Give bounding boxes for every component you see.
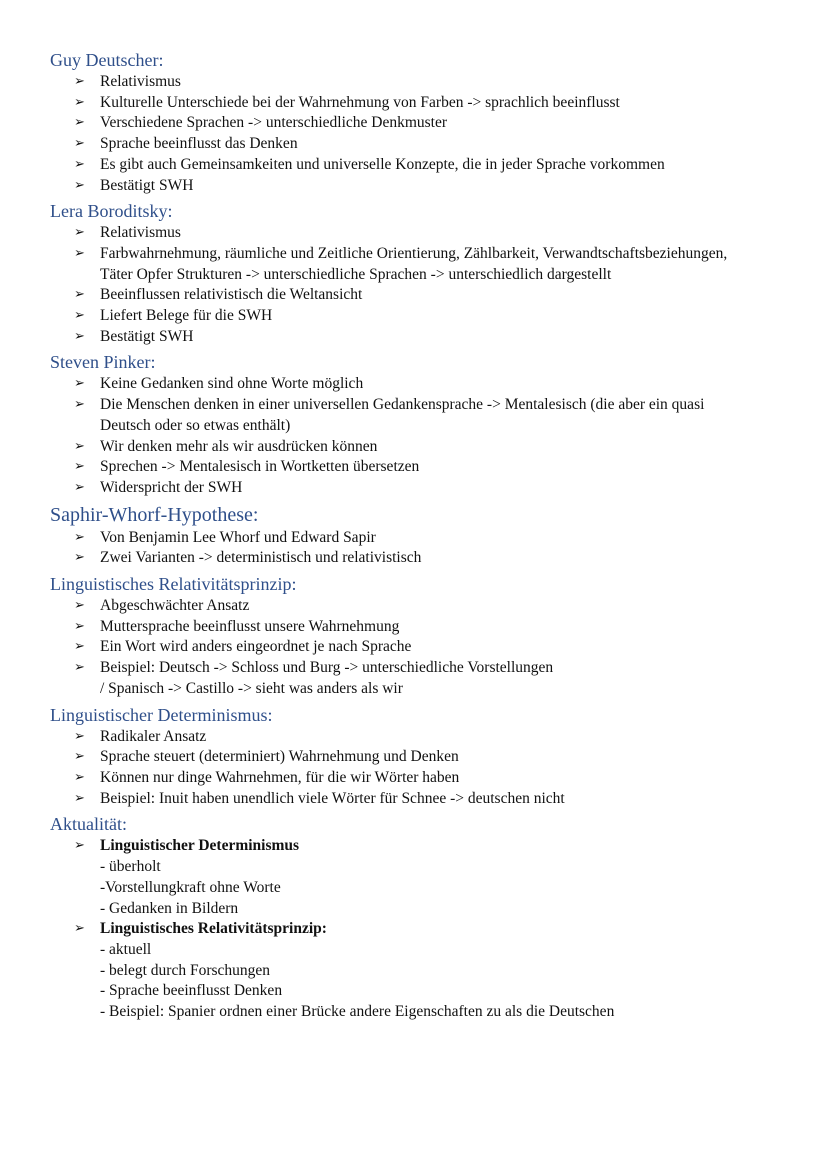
list-item: ➢ Relativismus: [50, 223, 790, 244]
list-item: ➢ Abgeschwächter Ansatz: [50, 596, 790, 617]
list-item: ➢ Es gibt auch Gemeinsamkeiten und universelle Konzepte, die in jeder Sprache vorkommen: [50, 155, 790, 176]
section-aktualitaet: [50, 814, 790, 1022]
arrowhead-bullet-icon: ➢: [74, 618, 85, 634]
section-linguistischer-determinismus: [50, 705, 790, 810]
list-item: ➢ Zwei Varianten -> deterministisch und relativistisch: [50, 548, 790, 569]
arrowhead-bullet-icon: ➢: [74, 245, 85, 261]
arrowhead-bullet-icon: ➢: [74, 438, 85, 454]
section-saphir-whorf-hypothese: [50, 504, 790, 569]
list-item: ➢ Können nur dinge Wahrnehmen, für die wir Wörter haben: [50, 768, 790, 789]
list-item: ➢ Relativismus: [50, 72, 790, 93]
arrowhead-bullet-icon: ➢: [74, 921, 85, 937]
arrowhead-bullet-icon: ➢: [74, 838, 85, 854]
list-item: ➢ Die Menschen denken in einer universellen Gedankensprache -> Mentalesisch (die aber ein quasi Deutsch oder so etwas enthält): [74, 396, 705, 434]
arrowhead-bullet-icon: ➢: [74, 728, 85, 744]
section-lera-boroditsky: [50, 201, 790, 347]
arrowhead-bullet-icon: ➢: [74, 225, 85, 241]
list-item: ➢ Widerspricht der SWH: [50, 478, 790, 499]
arrowhead-bullet-icon: ➢: [74, 550, 85, 566]
arrowhead-bullet-icon: ➢: [74, 479, 85, 495]
section-heading: Lera Boroditsky:: [50, 201, 173, 222]
section-heading: Linguistischer Determinismus:: [50, 704, 273, 725]
arrowhead-bullet-icon: ➢: [74, 749, 85, 765]
section-heading: Aktualität:: [50, 814, 127, 835]
arrowhead-bullet-icon: ➢: [74, 287, 85, 303]
list-item: ➢ Keine Gedanken sind ohne Worte möglich: [50, 374, 790, 395]
document-page: [50, 50, 790, 1028]
list-item: ➢ Liefert Belege für die SWH: [50, 306, 790, 327]
list-item: ➢ Von Benjamin Lee Whorf und Edward Sapir: [50, 528, 790, 549]
arrowhead-bullet-icon: ➢: [74, 376, 85, 392]
arrowhead-bullet-icon: ➢: [74, 598, 85, 614]
arrowhead-bullet-icon: ➢: [74, 136, 85, 152]
list-item: ➢ Sprache beeinflusst das Denken: [50, 134, 790, 155]
list-item: ➢ Kulturelle Unterschiede bei der Wahrnehmung von Farben -> sprachlich beeinflusst: [50, 93, 790, 114]
item-heading: Linguistischer Determinismus: [100, 837, 300, 855]
arrowhead-bullet-icon: ➢: [74, 308, 85, 324]
list-item: ➢ Linguistischer Determinismus - überholt -Vorstellungkraft ohne Worte - Gedanken in Bildern: [50, 836, 790, 919]
arrowhead-bullet-icon: ➢: [74, 115, 85, 131]
section-heading: Guy Deutscher:: [50, 50, 164, 70]
list-item: ➢ Bestätigt SWH: [50, 327, 790, 348]
arrowhead-bullet-icon: ➢: [74, 529, 85, 545]
arrowhead-bullet-icon: ➢: [74, 639, 85, 655]
item-heading: Linguistisches Relativitätsprinzip:: [100, 920, 327, 938]
list-item: ➢ Verschiedene Sprachen -> unterschiedliche Denkmuster: [50, 113, 790, 134]
arrowhead-bullet-icon: ➢: [74, 769, 85, 785]
list-item: ➢ Ein Wort wird anders eingeordnet je nach Sprache: [50, 637, 790, 658]
arrowhead-bullet-icon: ➢: [74, 790, 85, 806]
arrowhead-bullet-icon: ➢: [74, 660, 85, 676]
arrowhead-bullet-icon: ➢: [74, 156, 85, 172]
section-heading: Linguistisches Relativitätsprinzip:: [50, 574, 297, 595]
list-item: ➢ Beispiel: Inuit haben unendlich viele Wörter für Schnee -> deutschen nicht: [50, 789, 790, 810]
arrowhead-bullet-icon: ➢: [74, 459, 85, 475]
section-steven-pinker: [50, 352, 790, 498]
section-linguistisches-relativitaetsprinzip: [50, 574, 790, 700]
list-item: ➢ Beispiel: Deutsch -> Schloss und Burg -> unterschiedliche Vorstellungen / Spanisch -> Castillo -> sieht was anders als wir: [74, 659, 554, 697]
list-item: ➢ Bestätigt SWH: [50, 176, 790, 197]
list-item: ➢ Farbwahrnehmung, räumliche und Zeitliche Orientierung, Zählbarkeit, Verwandtschaftsbeziehungen, Täter Opfer Strukturen -> unterschiedliche Sprachen -> unterschiedlich dargestellt: [74, 244, 728, 283]
list-item: ➢ Muttersprache beeinflusst unsere Wahrnehmung: [50, 617, 790, 638]
arrowhead-bullet-icon: ➢: [74, 397, 85, 413]
section-heading: Steven Pinker:: [50, 352, 156, 373]
arrowhead-bullet-icon: ➢: [74, 74, 85, 89]
list-item: ➢ Linguistisches Relativitätsprinzip: - aktuell - belegt durch Forschungen - Sprache beeinflusst Denken - Beispiel: Spanier ordnen einer Brücke andere Eigenschaften zu als die Deutschen: [50, 919, 790, 1023]
section-heading: Saphir-Whorf-Hypothese:: [50, 503, 259, 526]
section-guy-deutscher: [50, 50, 790, 196]
list-item: ➢ Wir denken mehr als wir ausdrücken können: [50, 437, 790, 458]
arrowhead-bullet-icon: ➢: [74, 328, 85, 344]
list-item: ➢ Radikaler Ansatz: [50, 727, 790, 748]
list-item: ➢ Sprechen -> Mentalesisch in Wortketten übersetzen: [50, 457, 790, 478]
arrowhead-bullet-icon: ➢: [74, 177, 85, 193]
arrowhead-bullet-icon: ➢: [74, 94, 85, 110]
list-item: ➢ Beeinflussen relativistisch die Weltansicht: [50, 285, 790, 306]
list-item: ➢ Sprache steuert (determiniert) Wahrnehmung und Denken: [50, 747, 790, 768]
